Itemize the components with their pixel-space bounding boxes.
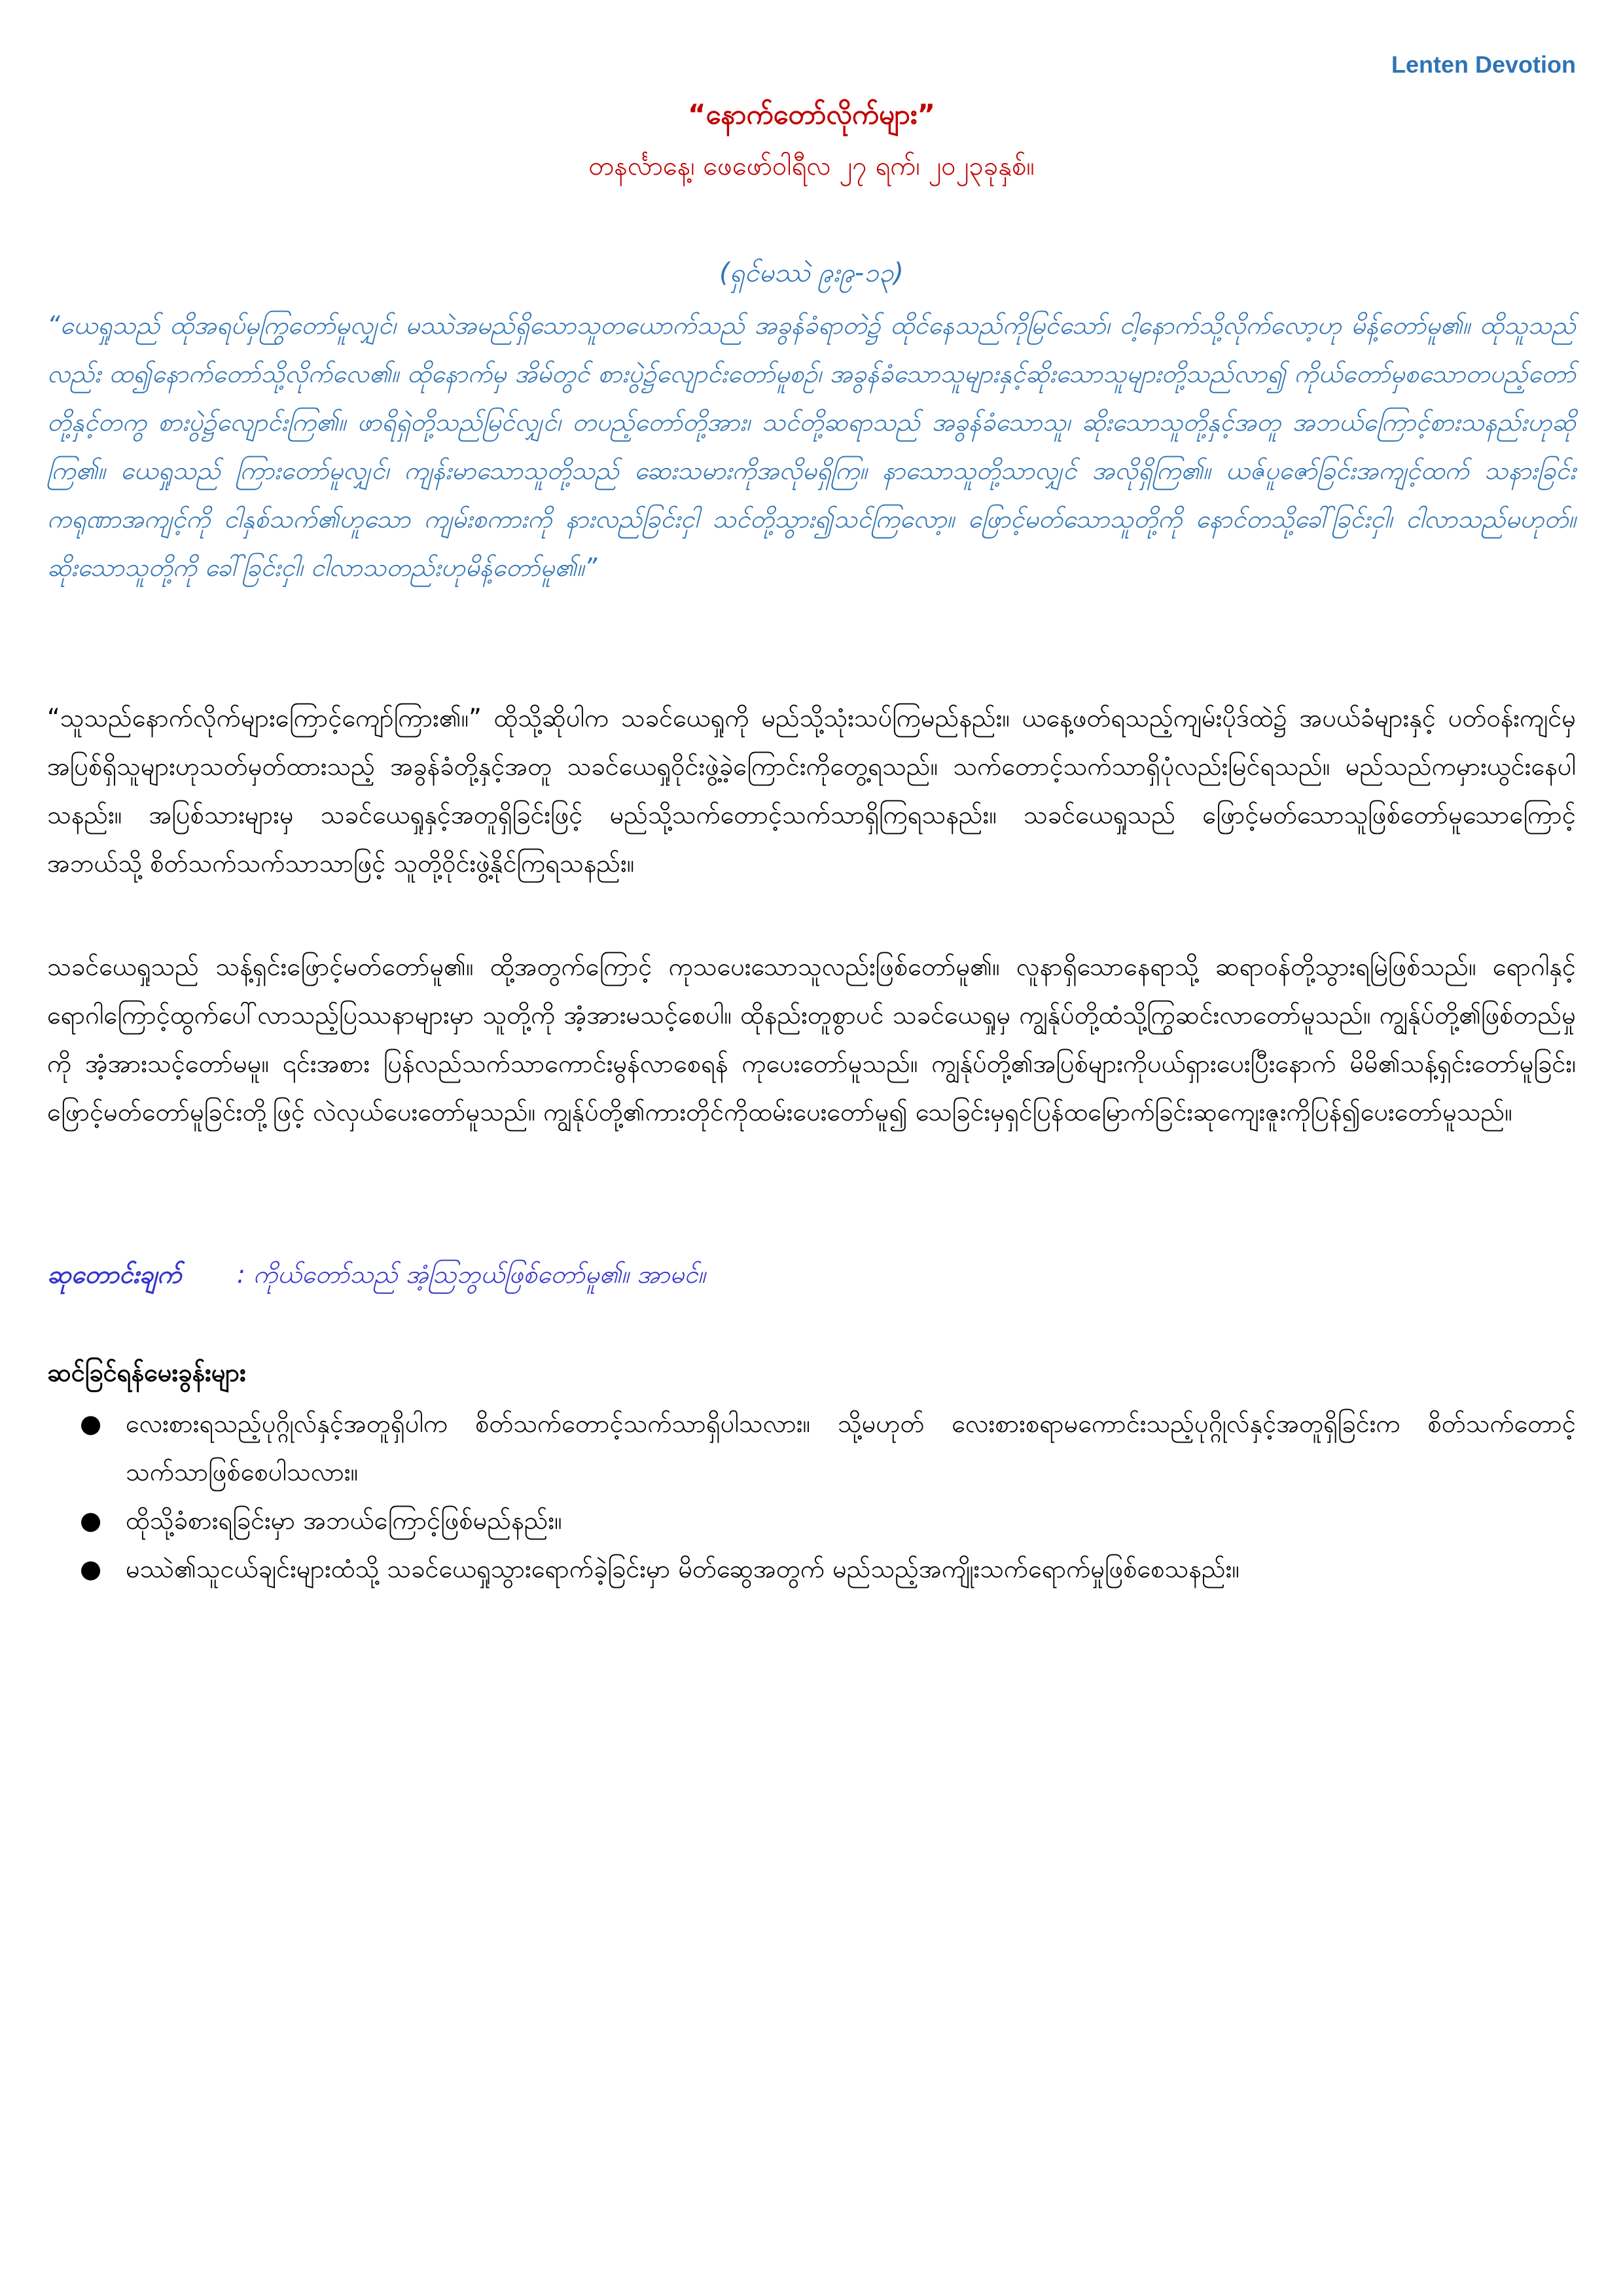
list-item bbox=[80, 1399, 1576, 1496]
list-item bbox=[80, 1496, 1576, 1545]
scripture-text: “ယေရှုသည် ထိုအရပ်မှကြွတော်မူလျှင်၊ မဿဲအမည်ရှိသောသူတယောက်သည် အခွန်ခံရာတဲ၌ ထိုင်နေသည်ကိုမြင်သော်၊ ငါ့နောက်သို့လိုက်လော့ဟု မိန့်တော်မူ၏။ ထိုသူသည်လည်း ထ၍နောက်တော်သို့လိုက်လေ၏။ ထိုနောက်မှ အိမ်တွင် စားပွဲ၌လျောင်းတော်မူစဉ်၊ အခွန်ခံသောသူများနှင့်ဆိုးသောသူများတို့သည်လာ၍ ကိုယ်တော်မှစသောတပည့်တော်တို့နှင့်တကွ စားပွဲ၌လျောင်းကြ၏။ ဖာရိရှဲတို့သည်မြင်လျှင်၊ တပည့်တော်တို့အား၊ သင်တို့ဆရာသည် အခွန်ခံသောသူ၊ ဆိုးသောသူတို့နှင့်အတူ အဘယ်ကြောင့်စားသနည်းဟုဆိုကြ၏။ ယေရှုသည် ကြားတော်မူလျှင်၊ ကျန်းမာသောသူတို့သည် ဆေးသမားကိုအလိုမရှိကြ။ နာသောသူတို့သာလျှင် အလိုရှိကြ၏။ ယဇ်ပူဇော်ခြင်းအကျင့်ထက် သနားခြင်းကရုဏာအကျင့်ကို ငါနှစ်သက်၏ဟူသော ကျမ်းစကားကို နားလည်ခြင်းငှါ သင်တို့သွား၍သင်ကြလော့။ ဖြောင့်မတ်သောသူတို့ကို နောင်တသို့ခေါ်ခြင်းငှါ၊ ငါလာသည်မဟုတ်။ ဆိုးသောသူတို့ကို ခေါ်ခြင်းငှါ၊ ငါလာသတည်းဟုမိန့်တော်မူ၏။” bbox=[47, 311, 1576, 582]
bullet-icon: ● bbox=[80, 1409, 102, 1438]
bullet-icon: ● bbox=[80, 1554, 102, 1583]
prayer-line bbox=[47, 1250, 1576, 1299]
body-paragraph-2: သခင်ယေရှုသည် သန့်ရှင်းဖြောင့်မတ်တော်မူ၏။ ထို့အတွက်ကြောင့် ကုသပေးသောသူလည်းဖြစ်တော်မူ၏။ လူနာရှိသောနေရာသို့ ဆရာဝန်တို့သွားရမြဲဖြစ်သည်။ ရောဂါနှင့်ရောဂါကြောင့်ထွက်ပေါ်လာသည့်ပြဿနာများမှာ သူတို့ကို အံ့အားမသင့်စေပါ။ ထိုနည်းတူစွာပင် သခင်ယေရှုမှ ကျွန်ုပ်တို့ထံသို့ကြွဆင်းလာတော်မူသည်။ ကျွန်ုပ်တို့၏ဖြစ်တည်မှုကို အံ့အားသင့်တော်မမူ။ ၎င်းအစား ပြန်လည်သက်သာကောင်းမွန်လာစေရန် ကုပေးတော်မူသည်။ ကျွန်ုပ်တို့၏အပြစ်များကိုပယ်ရှားပေးပြီးနောက် မိမိ၏သန့်ရှင်းတော်မူခြင်း၊ ဖြောင့်မတ်တော်မူခြင်းတို့ဖြင့် လဲလှယ်ပေးတော်မူသည်။ ကျွန်ုပ်တို့၏ကားတိုင်ကိုထမ်းပေးတော်မူ၍ သေခြင်းမှရှင်ပြန်ထမြောက်ခြင်းဆုကျေးဇူးကိုပြန်၍ပေးတော်မူသည်။ bbox=[47, 952, 1576, 1126]
devotion-date: တနင်္လာနေ့၊ ဖေဖော်ဝါရီလ ၂၇ ရက်၊ ၂၀၂၃ခုနှစ်။ bbox=[588, 151, 1035, 181]
question-text: လေးစားရသည့်ပုဂ္ဂိုလ်နှင့်အတူရှိပါက စိတ်သက်တောင့်သက်သာရှိပါသလား။ သို့မဟုတ် လေးစားစရာမကောင်းသည့်ပုဂ္ဂိုလ်နှင့်အတူရှိခြင်းက စိတ်သက်တောင့်သက်သာဖြစ်စေပါသလား။ bbox=[126, 1409, 1576, 1486]
prayer-text: : ကိုယ်တော်သည် အံ့သြဘွယ်ဖြစ်တော်မူ၏။ အာမင်။ bbox=[237, 1260, 705, 1289]
devotion-title: “နောက်တော်လိုက်များ” bbox=[687, 98, 936, 130]
prayer-label: ဆုတောင်းချက် bbox=[47, 1260, 182, 1289]
list-item bbox=[80, 1545, 1576, 1593]
questions-heading: ဆင်ခြင်ရန်မေးခွန်းများ bbox=[47, 1358, 246, 1387]
questions-list bbox=[47, 1399, 1576, 1593]
bullet-icon: ● bbox=[80, 1506, 102, 1535]
scripture-block bbox=[47, 249, 1576, 592]
question-text: မဿဲ၏သူငယ်ချင်းများထံသို့ သခင်ယေရှုသွားရောက်ခဲ့ခြင်းမှာ မိတ်ဆွေအတွက် မည်သည့်အကျိုးသက်ရောက်မှုဖြစ်စေသနည်း။ bbox=[126, 1554, 1240, 1583]
reflection-questions bbox=[47, 1348, 1576, 1593]
header-tag: Lenten Devotion bbox=[1391, 51, 1576, 78]
question-text: ထိုသို့ခံစားရခြင်းမှာ အဘယ်ကြောင့်ဖြစ်မည်နည်း။ bbox=[126, 1506, 562, 1535]
body-paragraph-1: “သူသည်နောက်လိုက်များကြောင့်ကျော်ကြား၏။” ထိုသို့ဆိုပါက သခင်ယေရှုကို မည်သို့သုံးသပ်ကြမည်နည်း။ ယနေ့ဖတ်ရသည့်ကျမ်းပိုဒ်ထဲ၌ အပယ်ခံများနှင့် ပတ်ဝန်းကျင်မှအပြစ်ရှိသူများဟုသတ်မှတ်ထားသည့် အခွန်ခံတို့နှင့်အတူ သခင်ယေရှုဝိုင်းဖွဲ့ခဲ့ကြောင်းကိုတွေ့ရသည်။ သက်တောင့်သက်သာရှိပုံလည်းမြင်ရသည်။ မည်သည်ကမှားယွင်းနေပါသနည်း။ အပြစ်သားများမှ သခင်ယေရှုနှင့်အတူရှိခြင်းဖြင့် မည်သို့သက်တောင့်သက်သာရှိကြရသနည်း။ သခင်ယေရှုသည် ဖြောင့်မတ်သောသူဖြစ်တော်မူသောကြောင့် အဘယ်သို့ စိတ်သက်သက်သာသာဖြင့် သူတို့ဝိုင်းဖွဲ့နိုင်ကြရသနည်း။ bbox=[47, 704, 1576, 878]
scripture-reference: (ရှင်မဿဲ ၉း၉-၁၃) bbox=[719, 258, 904, 288]
